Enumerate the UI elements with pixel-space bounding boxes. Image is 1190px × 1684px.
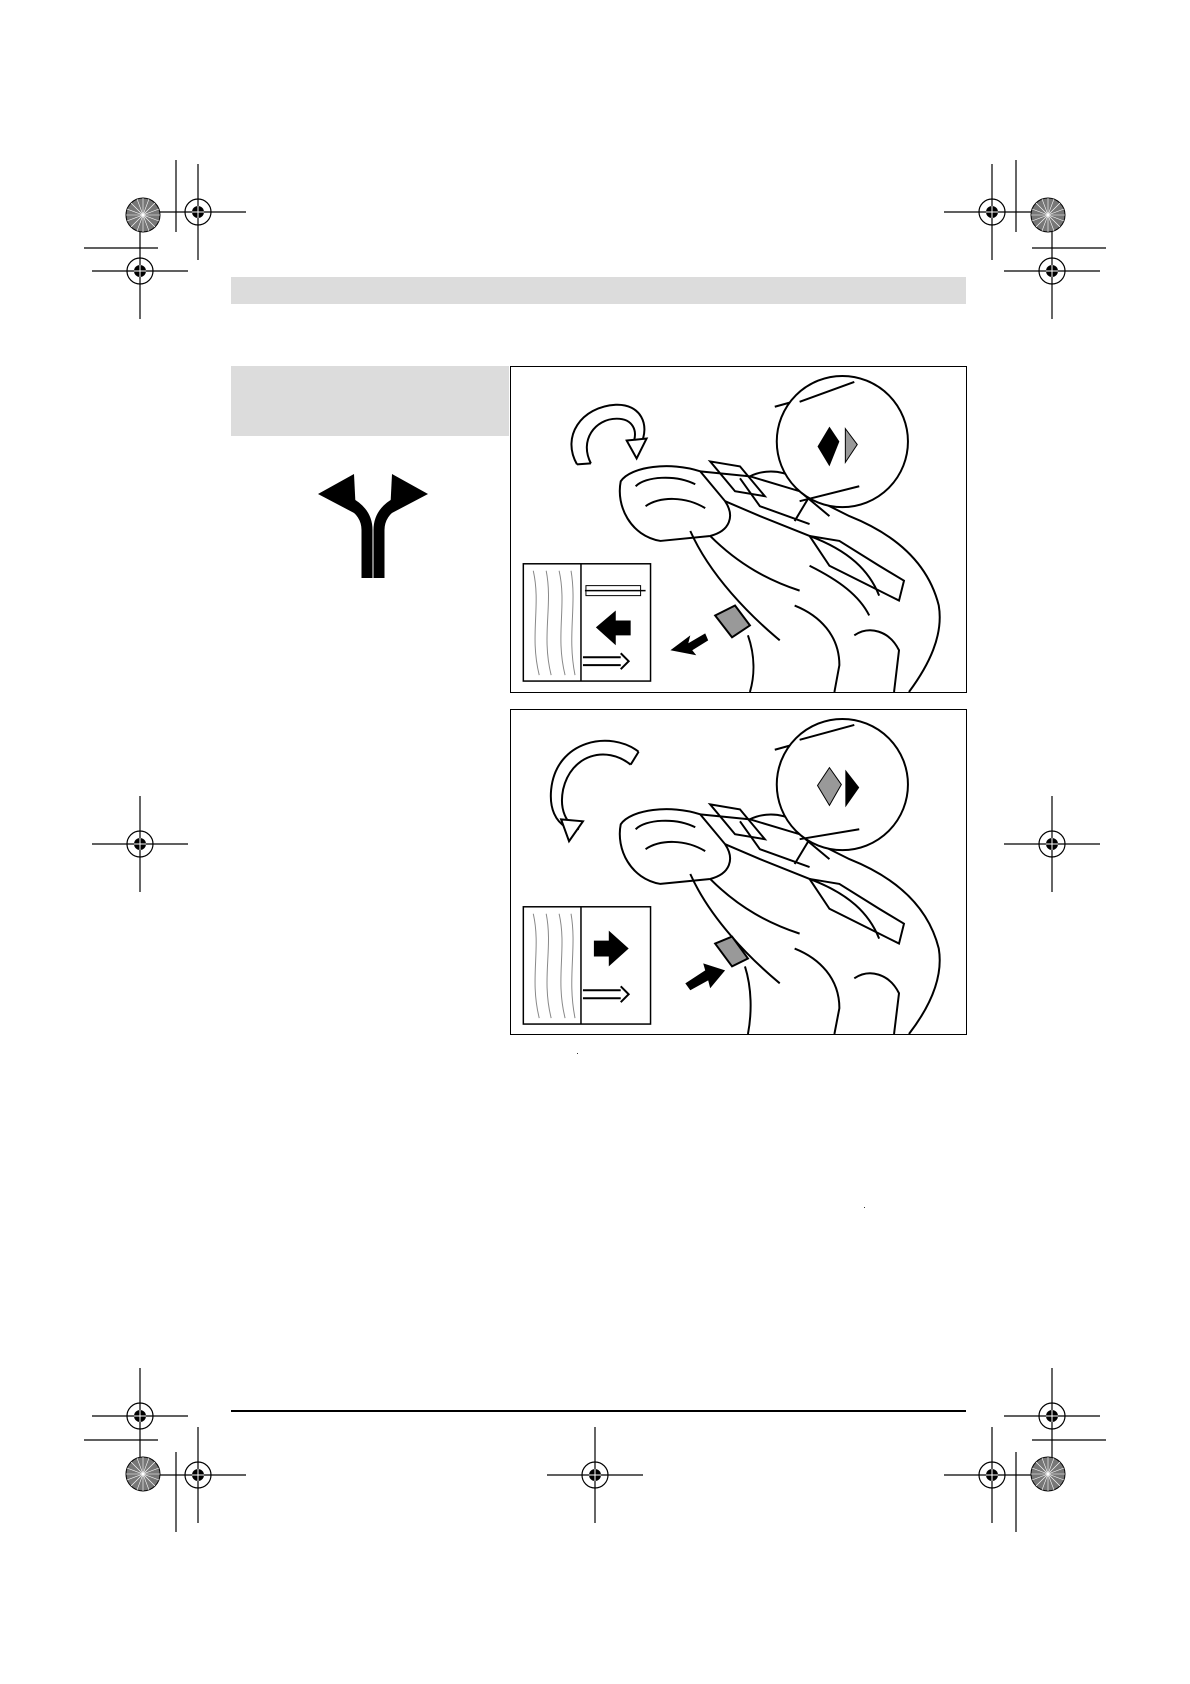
color-calibration-wheel-icon xyxy=(126,198,1065,1491)
crosshair-registration-icon xyxy=(92,164,1100,1523)
